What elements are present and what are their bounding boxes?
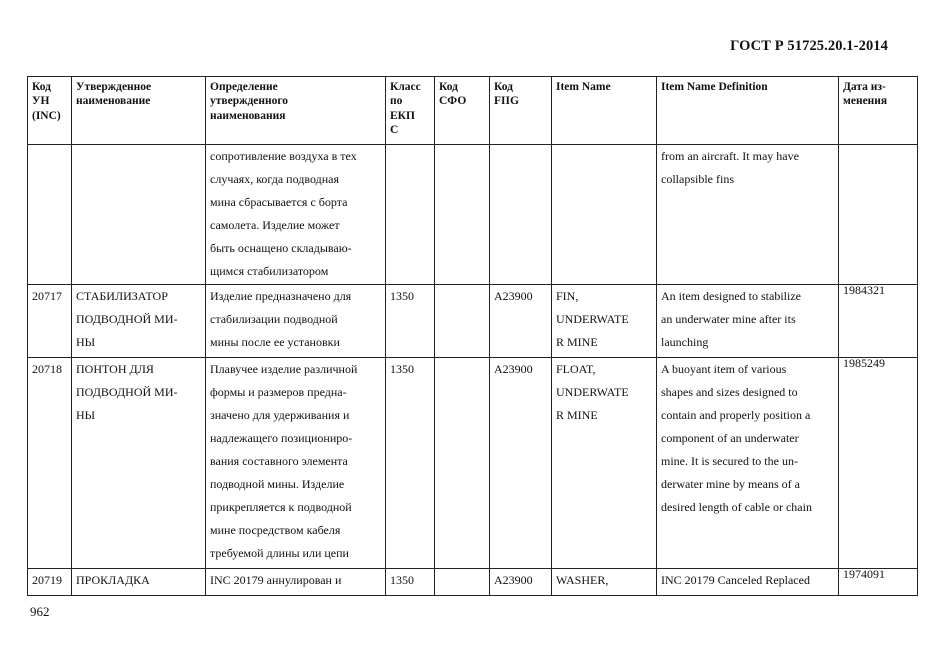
- header-fiig: Код FIIG: [490, 77, 552, 145]
- table-row: [28, 358, 918, 569]
- cell-sfo: [435, 569, 490, 596]
- cell-sfo: [435, 145, 490, 285]
- header-approved-name: Утвержденное наименование: [72, 77, 206, 145]
- cell-inc: [28, 145, 72, 285]
- cell-fiig: A23900: [490, 285, 552, 358]
- page-number: 962: [30, 604, 50, 619]
- table-row: [28, 285, 918, 358]
- cell-class: 1350: [386, 285, 435, 358]
- header-definition: Определение утвержденного наименования: [206, 77, 386, 145]
- cell-date: [839, 145, 918, 285]
- cell-item-name: FIN, UNDERWATE R MINE: [552, 285, 657, 358]
- header-item-name-definition: Item Name Definition: [657, 77, 839, 145]
- cell-name: ПОНТОН ДЛЯ ПОДВОДНОЙ МИ- НЫ: [72, 358, 206, 569]
- cell-name: СТАБИЛИЗАТОР ПОДВОДНОЙ МИ- НЫ: [72, 285, 206, 358]
- cell-definition-en: INC 20179 Canceled Replaced: [657, 569, 839, 596]
- header-sfo: Код СФО: [435, 77, 490, 145]
- cell-class: [386, 145, 435, 285]
- cell-definition-ru: INC 20179 аннулирован и: [206, 569, 386, 596]
- cell-fiig: A23900: [490, 358, 552, 569]
- cell-inc: 20719: [28, 569, 72, 596]
- cell-sfo: [435, 285, 490, 358]
- document-title: ГОСТ Р 51725.20.1-2014: [730, 38, 888, 54]
- table-row: [28, 569, 918, 596]
- cell-definition-en: A buoyant item of various shapes and sizes designed to contain and properly position a component of an underwater mine. It is secured to the un- derwater mine by means of a desired length of cable or chain: [657, 358, 839, 569]
- cell-inc: 20717: [28, 285, 72, 358]
- cell-name: [72, 145, 206, 285]
- cell-definition-ru: Плавучее изделие различной формы и размеров предна- значено для удерживания и надлежащего позициониро- вания составного элемента подводной мины. Изделие прикрепляется к подводной мине посредством кабеля требуемой длины или цепи: [206, 358, 386, 569]
- cell-fiig: [490, 145, 552, 285]
- continuation-row: [28, 145, 918, 285]
- header-inc: Код УН (INC): [28, 77, 72, 145]
- cell-item-name: [552, 145, 657, 285]
- cell-item-name: WASHER,: [552, 569, 657, 596]
- header-item-name: Item Name: [552, 77, 657, 145]
- cell-sfo: [435, 358, 490, 569]
- cell-definition-en: from an aircraft. It may have collapsible fins: [657, 145, 839, 285]
- header-change-date: Дата из- менения: [839, 77, 918, 145]
- header-class: Класс по ЕКП С: [386, 77, 435, 145]
- cell-definition-ru: сопротивление воздуха в тех случаях, когда подводная мина сбрасывается с борта самолета. Изделие может быть оснащено складываю- щимся стабилизатором: [206, 145, 386, 285]
- header-row: [28, 77, 918, 145]
- cell-fiig: A23900: [490, 569, 552, 596]
- cell-date: 1984321: [839, 285, 918, 358]
- cell-item-name: FLOAT, UNDERWATE R MINE: [552, 358, 657, 569]
- classification-table: [27, 76, 918, 596]
- cell-definition-en: An item designed to stabilize an underwater mine after its launching: [657, 285, 839, 358]
- cell-date: 1985249: [839, 358, 918, 569]
- cell-definition-ru: Изделие предназначено для стабилизации подводной мины после ее установки: [206, 285, 386, 358]
- cell-date: 1974091: [839, 569, 918, 596]
- cell-class: 1350: [386, 358, 435, 569]
- cell-name: ПРОКЛАДКА: [72, 569, 206, 596]
- cell-inc: 20718: [28, 358, 72, 569]
- cell-class: 1350: [386, 569, 435, 596]
